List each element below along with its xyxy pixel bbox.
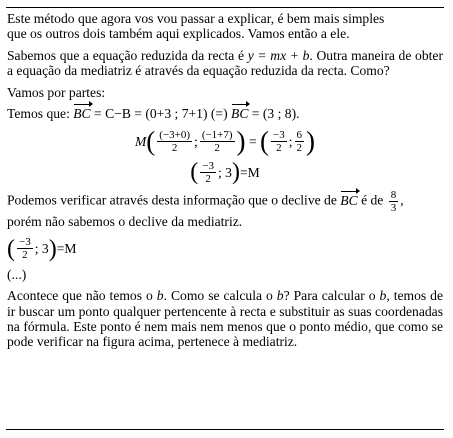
fraction <box>271 129 287 154</box>
vector-bc: BC <box>231 106 249 122</box>
numerator: 6 <box>296 128 303 141</box>
intro-paragraph <box>7 11 443 42</box>
text: Acontece que não temos o <box>7 288 157 304</box>
separator: ; <box>288 133 293 149</box>
variable-b: b <box>276 288 284 304</box>
midpoint-symbol: M <box>134 133 147 149</box>
bottom-rule <box>6 429 444 430</box>
text: Podemos verificar através desta informação que o declive de <box>7 193 341 209</box>
reduced-equation: y = mx + b <box>247 47 310 63</box>
denominator: 2 <box>276 141 282 154</box>
ellipsis: (...) <box>7 266 27 282</box>
text: , temos de ir buscar um ponto qualquer pertencente à recta e substituir as suas coordenadas na fórmula. Este ponto é nem mais nem menos que o ponto médio, que como se pode verificar na figura acima, pertenece à mediatriz. <box>7 288 444 350</box>
numerator: (−3+0) <box>159 128 191 141</box>
text: . Outra maneira de obter a equação da mediatriz é através da equação reduzida da recta. Como? <box>7 47 443 79</box>
left-paren: ( <box>7 235 15 262</box>
denominator: 2 <box>214 141 220 154</box>
vector-bc: BC <box>73 106 91 122</box>
intro-line-2: que os outros dois também aqui explicados. Vamos então a ele. <box>7 26 350 42</box>
numerator: −3 <box>273 128 285 141</box>
top-rule <box>6 7 444 8</box>
midpoint-result <box>7 157 443 187</box>
numerator: −3 <box>19 236 31 249</box>
coordinate-y: ; 3 <box>217 164 232 180</box>
fraction <box>17 236 33 261</box>
fraction <box>295 129 305 154</box>
right-paren: ) <box>48 235 57 262</box>
equals-m: =M <box>56 241 77 257</box>
equals-sign: = <box>248 133 257 149</box>
denominator: 2 <box>171 141 178 154</box>
steps-heading: Vamos por partes: <box>7 84 106 100</box>
left-paren: ( <box>190 159 199 186</box>
fraction <box>157 129 192 154</box>
text: ? Para calcular o <box>283 288 380 304</box>
denominator: 2 <box>205 172 211 185</box>
slope-fraction <box>389 189 399 214</box>
vector-bc-line <box>7 106 443 121</box>
numerator: (−1+7) <box>201 128 233 141</box>
equals-m: =M <box>239 164 260 180</box>
denominator: 2 <box>296 141 303 154</box>
denominator: 2 <box>22 249 28 262</box>
midpoint-formula <box>7 125 443 157</box>
text: . Como se calcula o <box>163 288 277 304</box>
midpoint-result-2 <box>7 232 443 266</box>
right-paren: ) <box>236 125 246 156</box>
fraction <box>200 160 216 185</box>
text: = (3 ; 8). <box>248 106 300 122</box>
reduced-equation-paragraph <box>7 48 443 79</box>
slope-paragraph <box>7 189 443 229</box>
denominator: 3 <box>390 202 397 215</box>
slope-line-2: porém não sabemos o declive da mediatriz. <box>7 214 243 230</box>
document-body <box>7 11 443 350</box>
calculate-b-paragraph <box>7 288 443 350</box>
fraction <box>200 129 235 154</box>
text: Temos que: <box>7 106 74 122</box>
variable-b: b <box>379 288 387 304</box>
vector-bc: BC <box>340 193 358 209</box>
numerator: −3 <box>202 159 214 172</box>
left-paren: ( <box>146 125 156 156</box>
variable-b: b <box>156 288 164 304</box>
text: Sabemos que a equação reduzida da recta é <box>7 47 248 63</box>
separator: ; <box>194 133 198 149</box>
right-paren: ) <box>231 159 240 186</box>
right-paren: ) <box>306 125 316 156</box>
intro-line-1: Este método que agora vos vou passar a explicar, é bem mais simples <box>7 11 385 26</box>
numerator: 8 <box>390 189 397 202</box>
left-paren: ( <box>260 125 270 156</box>
text: , <box>400 193 404 209</box>
text: é de <box>357 193 387 209</box>
text: = C−B = (0+3 ; 7+1) (=) <box>90 106 232 122</box>
coordinate-y: ; 3 <box>34 241 49 257</box>
